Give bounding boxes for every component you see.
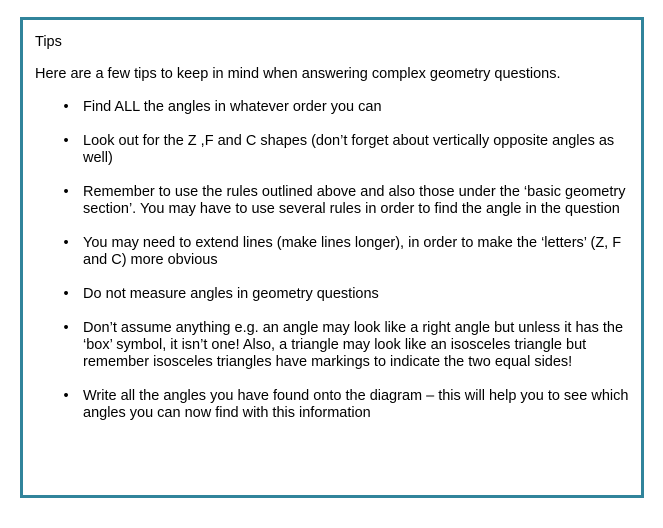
bullet-icon: • (63, 286, 69, 302)
tip-item (23, 388, 641, 422)
bullet-icon: • (63, 133, 69, 149)
tip-item (23, 133, 641, 167)
bullet-icon: • (63, 235, 69, 251)
tip-text: Do not measure angles in geometry questions (83, 286, 379, 302)
bullet-icon: • (63, 388, 69, 404)
tip-text: You may need to extend lines (make lines longer), in order to make the ‘letters’ (Z, F and C) more obvious (83, 235, 622, 268)
tip-item (23, 99, 641, 116)
tips-list (23, 99, 641, 439)
bullet-icon: • (63, 99, 69, 115)
tip-text: Write all the angles you have found onto the diagram – this will help you to see which angles you can now find with this information (83, 388, 629, 421)
tip-text: Find ALL the angles in whatever order you can (83, 99, 382, 115)
tip-text: Remember to use the rules outlined above and also those under the ‘basic geometry section’. You may have to use several rules in order to find the angle in the question (83, 184, 626, 217)
tip-item (23, 235, 641, 269)
tips-title: Tips (35, 34, 62, 50)
tip-item (23, 184, 641, 218)
tip-item (23, 286, 641, 303)
bullet-icon: • (63, 184, 69, 200)
tip-text: Look out for the Z ,F and C shapes (don’t forget about vertically opposite angles as well) (83, 133, 615, 166)
bullet-icon: • (63, 320, 69, 336)
tip-text: Don’t assume anything e.g. an angle may look like a right angle but unless it has the ‘box’ symbol, it isn’t one! Also, a triangle may look like an isosceles triangle but remember isosceles triangles have markings to indicate the two equal sides! (83, 320, 624, 370)
tip-item (23, 320, 641, 371)
tips-box (20, 17, 644, 498)
tips-intro: Here are a few tips to keep in mind when answering complex geometry questions. (35, 66, 561, 82)
